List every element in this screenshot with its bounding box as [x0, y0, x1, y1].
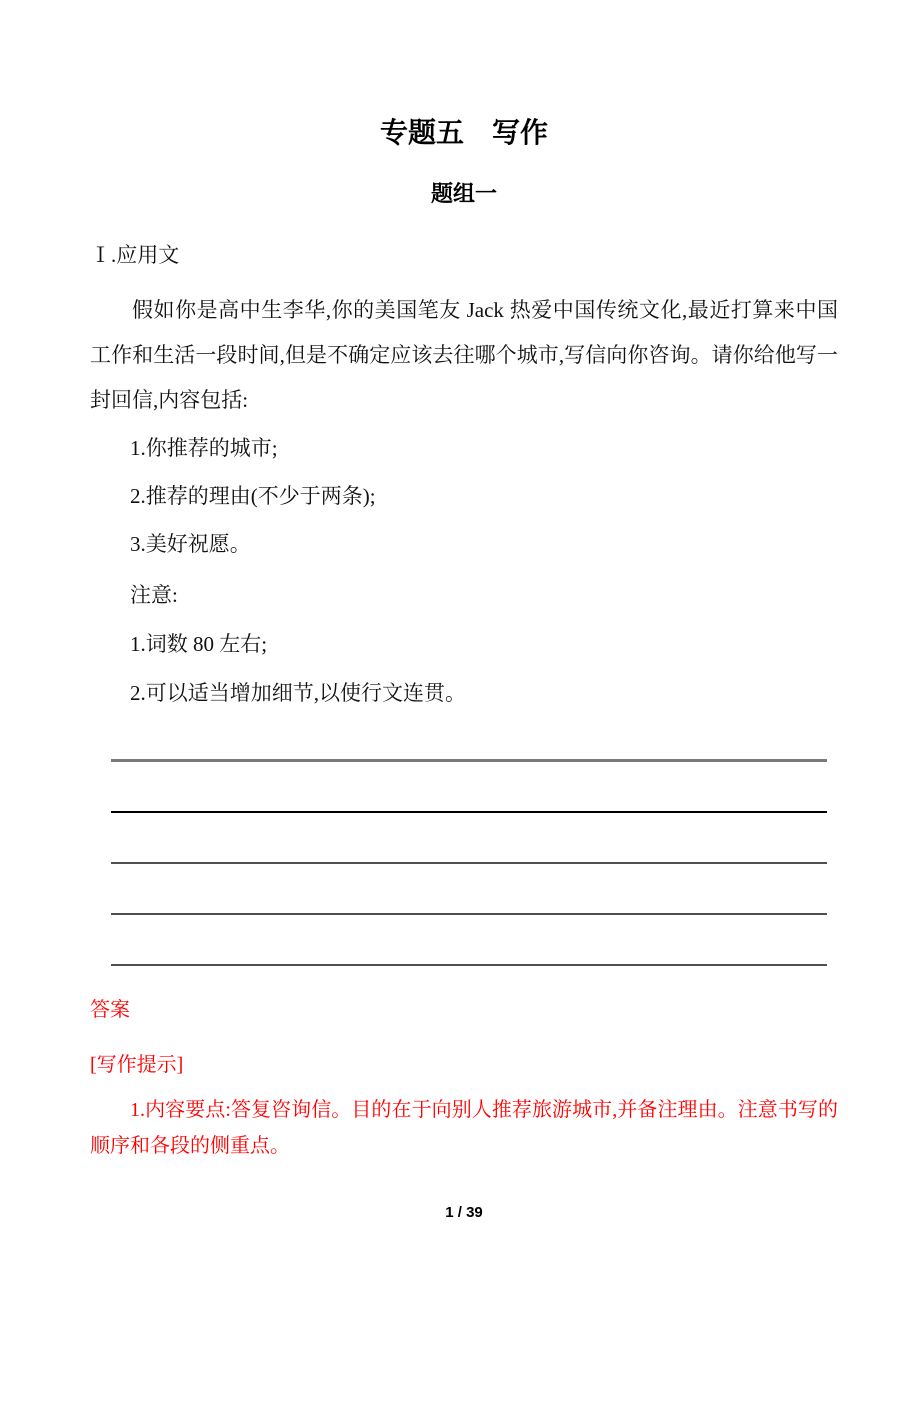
answer-line	[111, 915, 827, 966]
notes-heading: 注意:	[130, 583, 178, 607]
answer-writing-lines	[111, 711, 827, 966]
writing-hint-label: [写作提示]	[90, 1054, 184, 1076]
writing-hint-text: 1.内容要点:答复咨询信。目的在于向别人推荐旅游城市,并备注理由。注意书写的顺序和各段的侧重点。	[90, 1099, 838, 1157]
content-point-2: 2.推荐的理由(不少于两条);	[130, 484, 376, 508]
section-heading: Ⅰ.应用文	[90, 243, 180, 267]
answer-line	[111, 762, 827, 813]
question-group-subtitle: 题组一	[430, 181, 497, 206]
content-point-3: 3.美好祝愿。	[130, 532, 251, 556]
content-point-1: 1.你推荐的城市;	[130, 436, 278, 460]
answer-label: 答案	[90, 999, 130, 1021]
answer-line	[111, 711, 827, 762]
page-number: 1 / 39	[445, 1204, 483, 1221]
prompt-paragraph: 假如你是高中生李华,你的美国笔友 Jack 热爱中国传统文化,最近打算来中国工作和生活一段时间,但是不确定应该去往哪个城市,写信向你咨询。请你给他写一封回信,内容包括:	[90, 298, 838, 412]
answer-line	[111, 864, 827, 915]
page-footer	[90, 1203, 838, 1223]
document-page	[0, 115, 920, 1223]
note-1: 1.词数 80 左右;	[130, 632, 268, 656]
page-title: 专题五 写作	[379, 117, 548, 148]
note-2: 2.可以适当增加细节,以使行文连贯。	[130, 681, 466, 705]
answer-line	[111, 813, 827, 864]
